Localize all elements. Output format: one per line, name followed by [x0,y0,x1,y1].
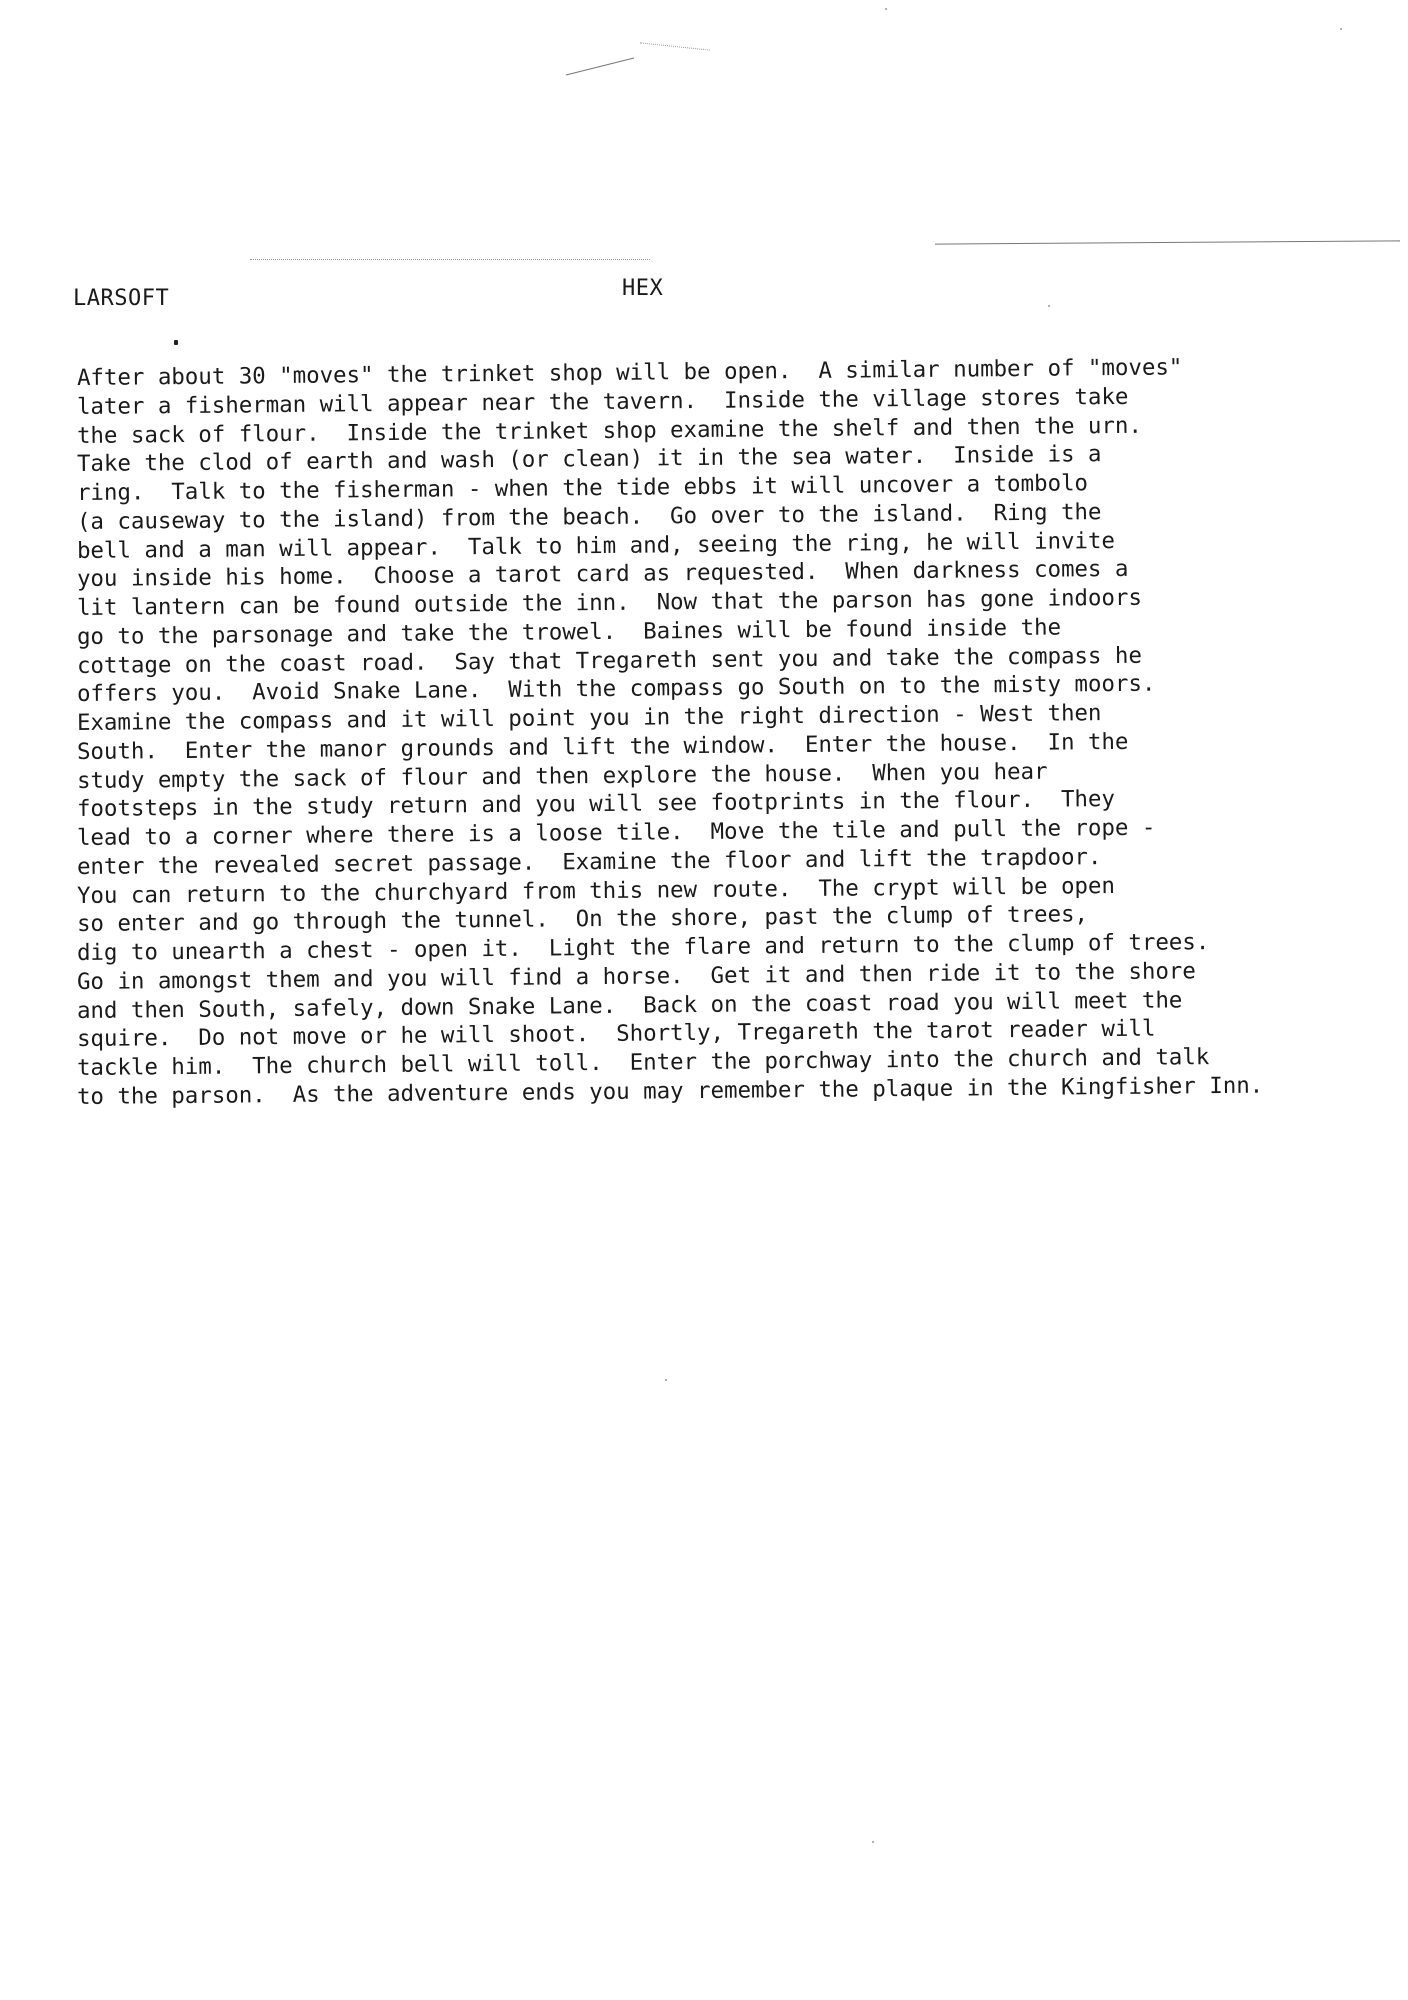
text-line: offers you. Avoid Snake Lane. With the compass go South on to the misty moors. [76,670,1156,708]
text-line: footsteps in the study return and you will see footprints in the flour. They [76,786,1116,823]
text-line: You can return to the churchyard from this new route. The crypt will be open [76,872,1116,909]
scan-mark-top-left [566,58,634,76]
scan-rule-left [250,259,650,260]
scan-speck [885,8,887,10]
text-line: to the parson. As the adventure ends you may remember the plaque in the Kingfisher Inn. [76,1072,1264,1110]
text-line: and then South, safely, down Snake Lane. Back on the coast road you will meet the [76,986,1183,1024]
text-line: so enter and go through the tunnel. On the shore, past the clump of trees, [76,901,1089,938]
game-title-header: HEX [622,276,664,301]
scan-speck [665,1379,667,1381]
text-line: the sack of flour. Inside the trinket shop examine the shelf and then the urn. [76,412,1143,449]
scan-speck [1340,28,1342,30]
text-line: bell and a man will appear. Talk to him and, seeing the ring, he will invite [76,527,1116,564]
scan-speck [1048,305,1050,307]
text-line: Go in amongst them and you will find a horse. Get it and then ride it to the shore [76,958,1196,995]
text-line: you inside his home. Choose a tarot card as requested. When darkness comes a [76,556,1129,593]
scan-speck [872,1841,874,1843]
text-line: Examine the compass and it will point you in the right direction - West then [76,700,1102,736]
text-line: enter the revealed secret passage. Examine the floor and lift the trapdoor. [76,843,1102,880]
text-line: tackle him. The church bell will toll. Enter the porchway into the church and talk [76,1044,1210,1081]
text-line: Take the clod of earth and wash (or clean) it in the sea water. Inside is a [76,441,1102,478]
text-line: lit lantern can be found outside the inn. Now that the parson has gone indoors [76,584,1143,621]
text-line: study empty the sack of flour and then explore the house. When you hear [76,758,1048,794]
walkthrough-paragraph [76,354,1377,1112]
text-line: ring. Talk to the fisherman - when the tide ebbs it will uncover a tombolo [76,470,1089,506]
text-line: After about 30 "moves" the trinket shop will be open. A similar number of "moves" [76,354,1183,391]
text-line: later a fisherman will appear near the tavern. Inside the village stores take [76,383,1129,420]
text-line: go to the parsonage and take the trowel. Baines will be found inside the [76,614,1062,650]
text-line: South. Enter the manor grounds and lift the window. Enter the house. In the [76,728,1129,765]
stray-dot [174,340,178,345]
text-line: lead to a corner where there is a loose tile. Move the tile and pull the rope - [76,814,1156,851]
scan-rule-right [935,240,1400,244]
text-line: dig to unearth a chest - open it. Light the flare and return to the clump of trees. [76,929,1210,966]
publisher-header: LARSOFT [73,286,170,311]
scan-mark-top-smudge [640,42,710,50]
text-line: (a causeway to the island) from the beach. Go over to the island. Ring the [76,498,1102,535]
text-line: cottage on the coast road. Say that Tregareth sent you and take the compass he [76,642,1143,679]
text-line: squire. Do not move or he will shoot. Shortly, Tregareth the tarot reader will [76,1015,1156,1053]
